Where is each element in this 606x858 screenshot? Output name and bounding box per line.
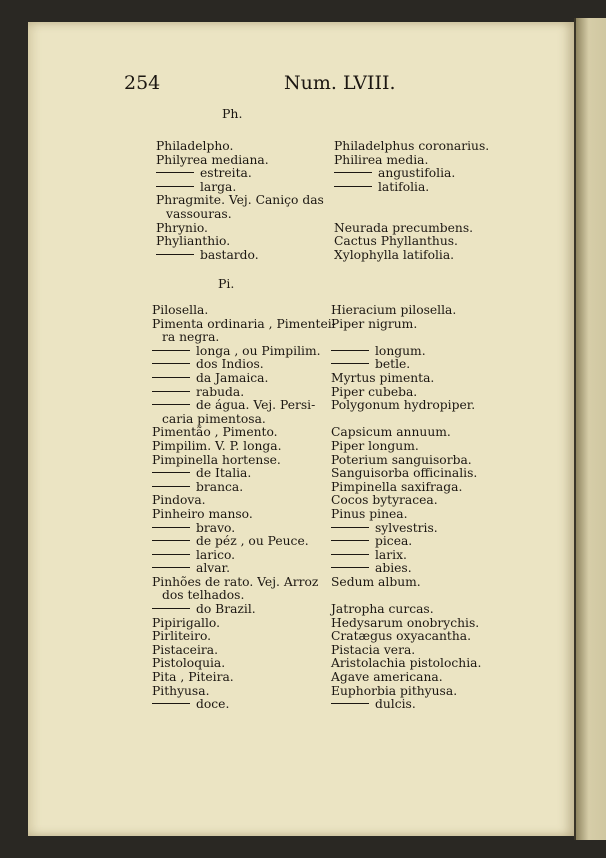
entry-line: Agave americana.	[331, 670, 443, 685]
entry-line	[334, 194, 489, 208]
entry-text: caria pimentosa.	[162, 411, 266, 426]
entry-line: Poterium sanguisorba.	[331, 452, 472, 467]
entry-line	[156, 249, 324, 263]
entry-text: de Italia.	[196, 466, 252, 481]
entry-line	[152, 562, 336, 576]
entry-line: Pimenta ordinaria , Pimentei-	[152, 316, 336, 331]
pi-portuguese-column	[152, 304, 336, 712]
entry-line	[152, 372, 336, 386]
ditto-dash	[331, 703, 369, 704]
entry-line	[331, 535, 481, 549]
entry-line: Phylianthio.	[156, 234, 231, 249]
entry-text: da Jamaica.	[196, 370, 269, 385]
entry-line	[152, 331, 336, 345]
ditto-dash	[156, 172, 194, 173]
entry-text: de péz , ou Peuce.	[196, 534, 309, 549]
ditto-dash	[152, 608, 190, 609]
entry-line: Hedysarum onobrychis.	[331, 615, 480, 630]
ditto-dash	[331, 527, 369, 528]
ditto-dash	[152, 363, 190, 364]
entry-line: Capsicum annuum.	[331, 425, 451, 440]
entry-text: rabuda.	[196, 384, 245, 399]
entry-line: Phragmite. Vej. Caniço das	[156, 193, 324, 208]
ditto-dash	[152, 350, 190, 351]
entry-line: Pirliteiro.	[152, 629, 212, 644]
entry-text: picea.	[375, 534, 413, 549]
entry-text: alvar.	[196, 561, 230, 576]
ph-latin-column	[334, 140, 489, 262]
entry-text: larix.	[375, 547, 407, 562]
section-heading-ph: Ph.	[222, 106, 243, 121]
entry-text: abies.	[375, 561, 412, 576]
entry-line: Philadelphus coronarius.	[334, 139, 490, 153]
entry-text: bravo.	[196, 520, 236, 535]
ditto-dash	[152, 486, 190, 487]
entry-line	[156, 167, 324, 181]
entry-text: estreita.	[200, 166, 252, 181]
entry-text: larga.	[200, 179, 237, 194]
ditto-dash	[331, 554, 369, 555]
entry-line	[152, 698, 336, 712]
entry-line	[331, 331, 481, 345]
entry-line	[152, 589, 336, 603]
entry-text: longum.	[375, 343, 426, 358]
ditto-dash	[156, 254, 194, 255]
entry-line: Pilosella.	[152, 303, 209, 317]
ditto-dash	[331, 363, 369, 364]
ditto-dash	[152, 391, 190, 392]
ditto-dash	[331, 540, 369, 541]
entry-line	[152, 603, 336, 617]
ditto-dash	[152, 554, 190, 555]
entry-text: dos Indios.	[196, 357, 264, 372]
ditto-dash	[152, 567, 190, 568]
ditto-dash	[152, 703, 190, 704]
entry-line	[152, 535, 336, 549]
entry-line	[331, 549, 481, 563]
entry-line: Myrtus pimenta.	[331, 370, 435, 385]
entry-line	[152, 358, 336, 372]
entry-text: doce.	[196, 697, 230, 712]
ditto-dash	[152, 377, 190, 378]
entry-line	[152, 345, 336, 359]
entry-line: Sanguisorba officinalis.	[331, 466, 478, 481]
entry-line: Pithyusa.	[152, 683, 210, 698]
entry-line: Pimpinella hortense.	[152, 452, 281, 467]
entry-line: Cratægus oxyacantha.	[331, 629, 471, 644]
ditto-dash	[334, 172, 372, 173]
entry-text: dulcis.	[375, 697, 416, 712]
entry-text: sylvestris.	[375, 520, 438, 535]
entry-line	[156, 208, 324, 222]
entry-line: Xylophylla latifolia.	[334, 247, 455, 262]
section-heading-pi: Pi.	[218, 276, 235, 291]
entry-line: Pistoloquia.	[152, 656, 226, 671]
entry-line: Pinhões de rato. Vej. Arroz	[152, 574, 319, 589]
entry-line: Pinheiro manso.	[152, 506, 253, 521]
entry-line: Cocos bytyracea.	[331, 493, 438, 508]
entry-line	[152, 522, 336, 536]
entry-text: dos telhados.	[162, 588, 245, 603]
running-title: Num. LVIII.	[284, 72, 396, 94]
entry-line	[331, 698, 481, 712]
entry-line: Sedum album.	[331, 574, 421, 589]
entry-line	[152, 481, 336, 495]
entry-line: Piper longum.	[331, 438, 419, 453]
entry-text: branca.	[196, 479, 244, 494]
entry-text: bastardo.	[200, 247, 259, 262]
entry-line	[156, 181, 324, 195]
entry-line: Pindova.	[152, 493, 206, 508]
entry-line	[331, 522, 481, 536]
entry-line: Euphorbia pithyusa.	[331, 683, 458, 698]
ditto-dash	[331, 567, 369, 568]
entry-line	[152, 413, 336, 427]
entry-line	[152, 399, 336, 413]
entry-line	[152, 467, 336, 481]
entry-text: vassouras.	[166, 206, 232, 221]
entry-line: Aristolachia pistolochia.	[331, 656, 482, 671]
entry-line	[331, 562, 481, 576]
entry-line	[331, 589, 481, 603]
entry-line: Pinus pinea.	[331, 506, 408, 521]
entry-line: Piper cubeba.	[331, 384, 418, 399]
entry-line: Piper nigrum.	[331, 316, 418, 331]
entry-line: Jatropha curcas.	[331, 602, 434, 617]
entry-text: do Brazil.	[196, 602, 256, 617]
entry-line	[334, 181, 489, 195]
entry-line: Pimpinella saxifraga.	[331, 479, 463, 494]
ditto-dash	[152, 527, 190, 528]
entry-line: Hieracium pilosella.	[331, 303, 457, 317]
entry-text: de água. Vej. Persi-	[196, 398, 316, 413]
adjacent-page-edge	[574, 18, 606, 840]
entry-line	[331, 413, 481, 427]
entry-line: Pipirigallo.	[152, 615, 220, 630]
page-number: 254	[124, 72, 161, 94]
entry-line	[331, 358, 481, 372]
ditto-dash	[152, 472, 190, 473]
entry-line	[334, 208, 489, 222]
entry-text: latifolia.	[378, 179, 430, 194]
entry-line: Cactus Phyllanthus.	[334, 234, 458, 249]
pi-latin-column	[331, 304, 481, 712]
entry-text: longa , ou Pimpilim.	[196, 343, 321, 358]
ph-portuguese-column	[156, 140, 324, 262]
entry-text: angustifolia.	[378, 166, 456, 181]
entry-line	[152, 386, 336, 400]
entry-line	[152, 549, 336, 563]
entry-line: Polygonum hydropiper.	[331, 398, 476, 413]
ditto-dash	[156, 186, 194, 187]
entry-text: larico.	[196, 547, 236, 562]
entry-line: Pimentão , Pimento.	[152, 425, 278, 440]
entry-line: Pimpilim. V. P. longa.	[152, 438, 282, 453]
ditto-dash	[152, 404, 190, 405]
entry-line	[331, 345, 481, 359]
ditto-dash	[334, 186, 372, 187]
entry-line: Philyrea mediana.	[156, 152, 269, 167]
entry-line: Pita , Piteira.	[152, 670, 234, 685]
entry-line: Phrynio.	[156, 220, 208, 235]
entry-line: Philirea media.	[334, 152, 429, 167]
entry-line: Pistacia vera.	[331, 642, 416, 657]
entry-line	[334, 167, 489, 181]
ditto-dash	[331, 350, 369, 351]
entry-text: betle.	[375, 357, 411, 372]
entry-line: Neurada precumbens.	[334, 220, 474, 235]
entry-line: Philadelpho.	[156, 139, 234, 153]
entry-line: Pistaceira.	[152, 642, 219, 657]
entry-text: ra negra.	[162, 330, 220, 345]
ditto-dash	[152, 540, 190, 541]
